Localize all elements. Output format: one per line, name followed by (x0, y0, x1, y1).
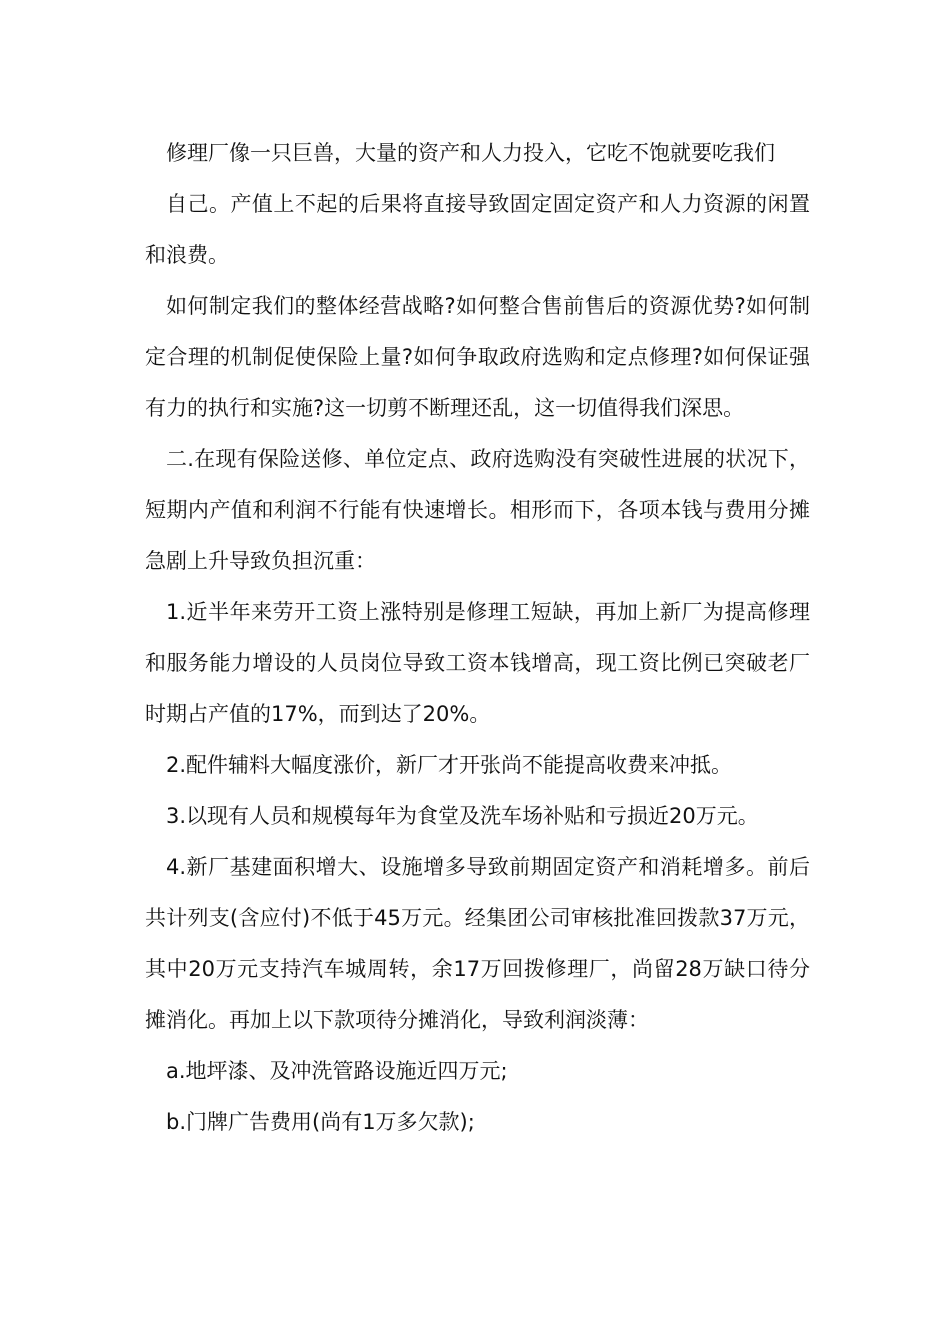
paragraph-5: 1.近半年来劳开工资上涨特别是修理工短缺，再加上新厂为提高修理和服务能力增设的人员岗位导致工资本钱增高，现工资比例已突破老厂时期占产值的17%，而到达了20%。 (145, 600, 810, 726)
paragraph-7: 3.以现有人员和规模每年为食堂及洗车场补贴和亏损近20万元。 (166, 804, 759, 828)
document-body (145, 128, 810, 1148)
paragraph-1: 修理厂像一只巨兽，大量的资产和人力投入，它吃不饱就要吃我们 (166, 141, 775, 165)
paragraph-3: 如何制定我们的整体经营战略?如何整合售前售后的资源优势?如何制定合理的机制促使保险上量?如何争取政府选购和定点修理?如何保证强有力的执行和实施?这一切剪不断理还乱，这一切值得我们深思。 (145, 294, 810, 420)
paragraph-6: 2.配件辅料大幅度涨价，新厂才开张尚不能提高收费来冲抵。 (166, 753, 733, 777)
paragraph-10: b.门牌广告费用(尚有1万多欠款); (166, 1110, 475, 1134)
paragraph-2: 自己。产值上不起的后果将直接导致固定固定资产和人力资源的闲置和浪费。 (145, 192, 810, 267)
paragraph-8: 4.新厂基建面积增大、设施增多导致前期固定资产和消耗增多。前后共计列支(含应付)不低于45万元。经集团公司审核批准回拨款37万元，其中20万元支持汽车城周转，余17万回拨修理厂，尚留28万缺口待分摊消化。再加上以下款项待分摊消化，导致利润淡薄： (145, 855, 810, 1032)
paragraph-9: a.地坪漆、及冲洗管路设施近四万元; (166, 1059, 508, 1083)
paragraph-4: 二.在现有保险送修、单位定点、政府选购没有突破性进展的状况下，短期内产值和利润不行能有快速增长。相形而下，各项本钱与费用分摊急剧上升导致负担沉重： (145, 447, 810, 573)
